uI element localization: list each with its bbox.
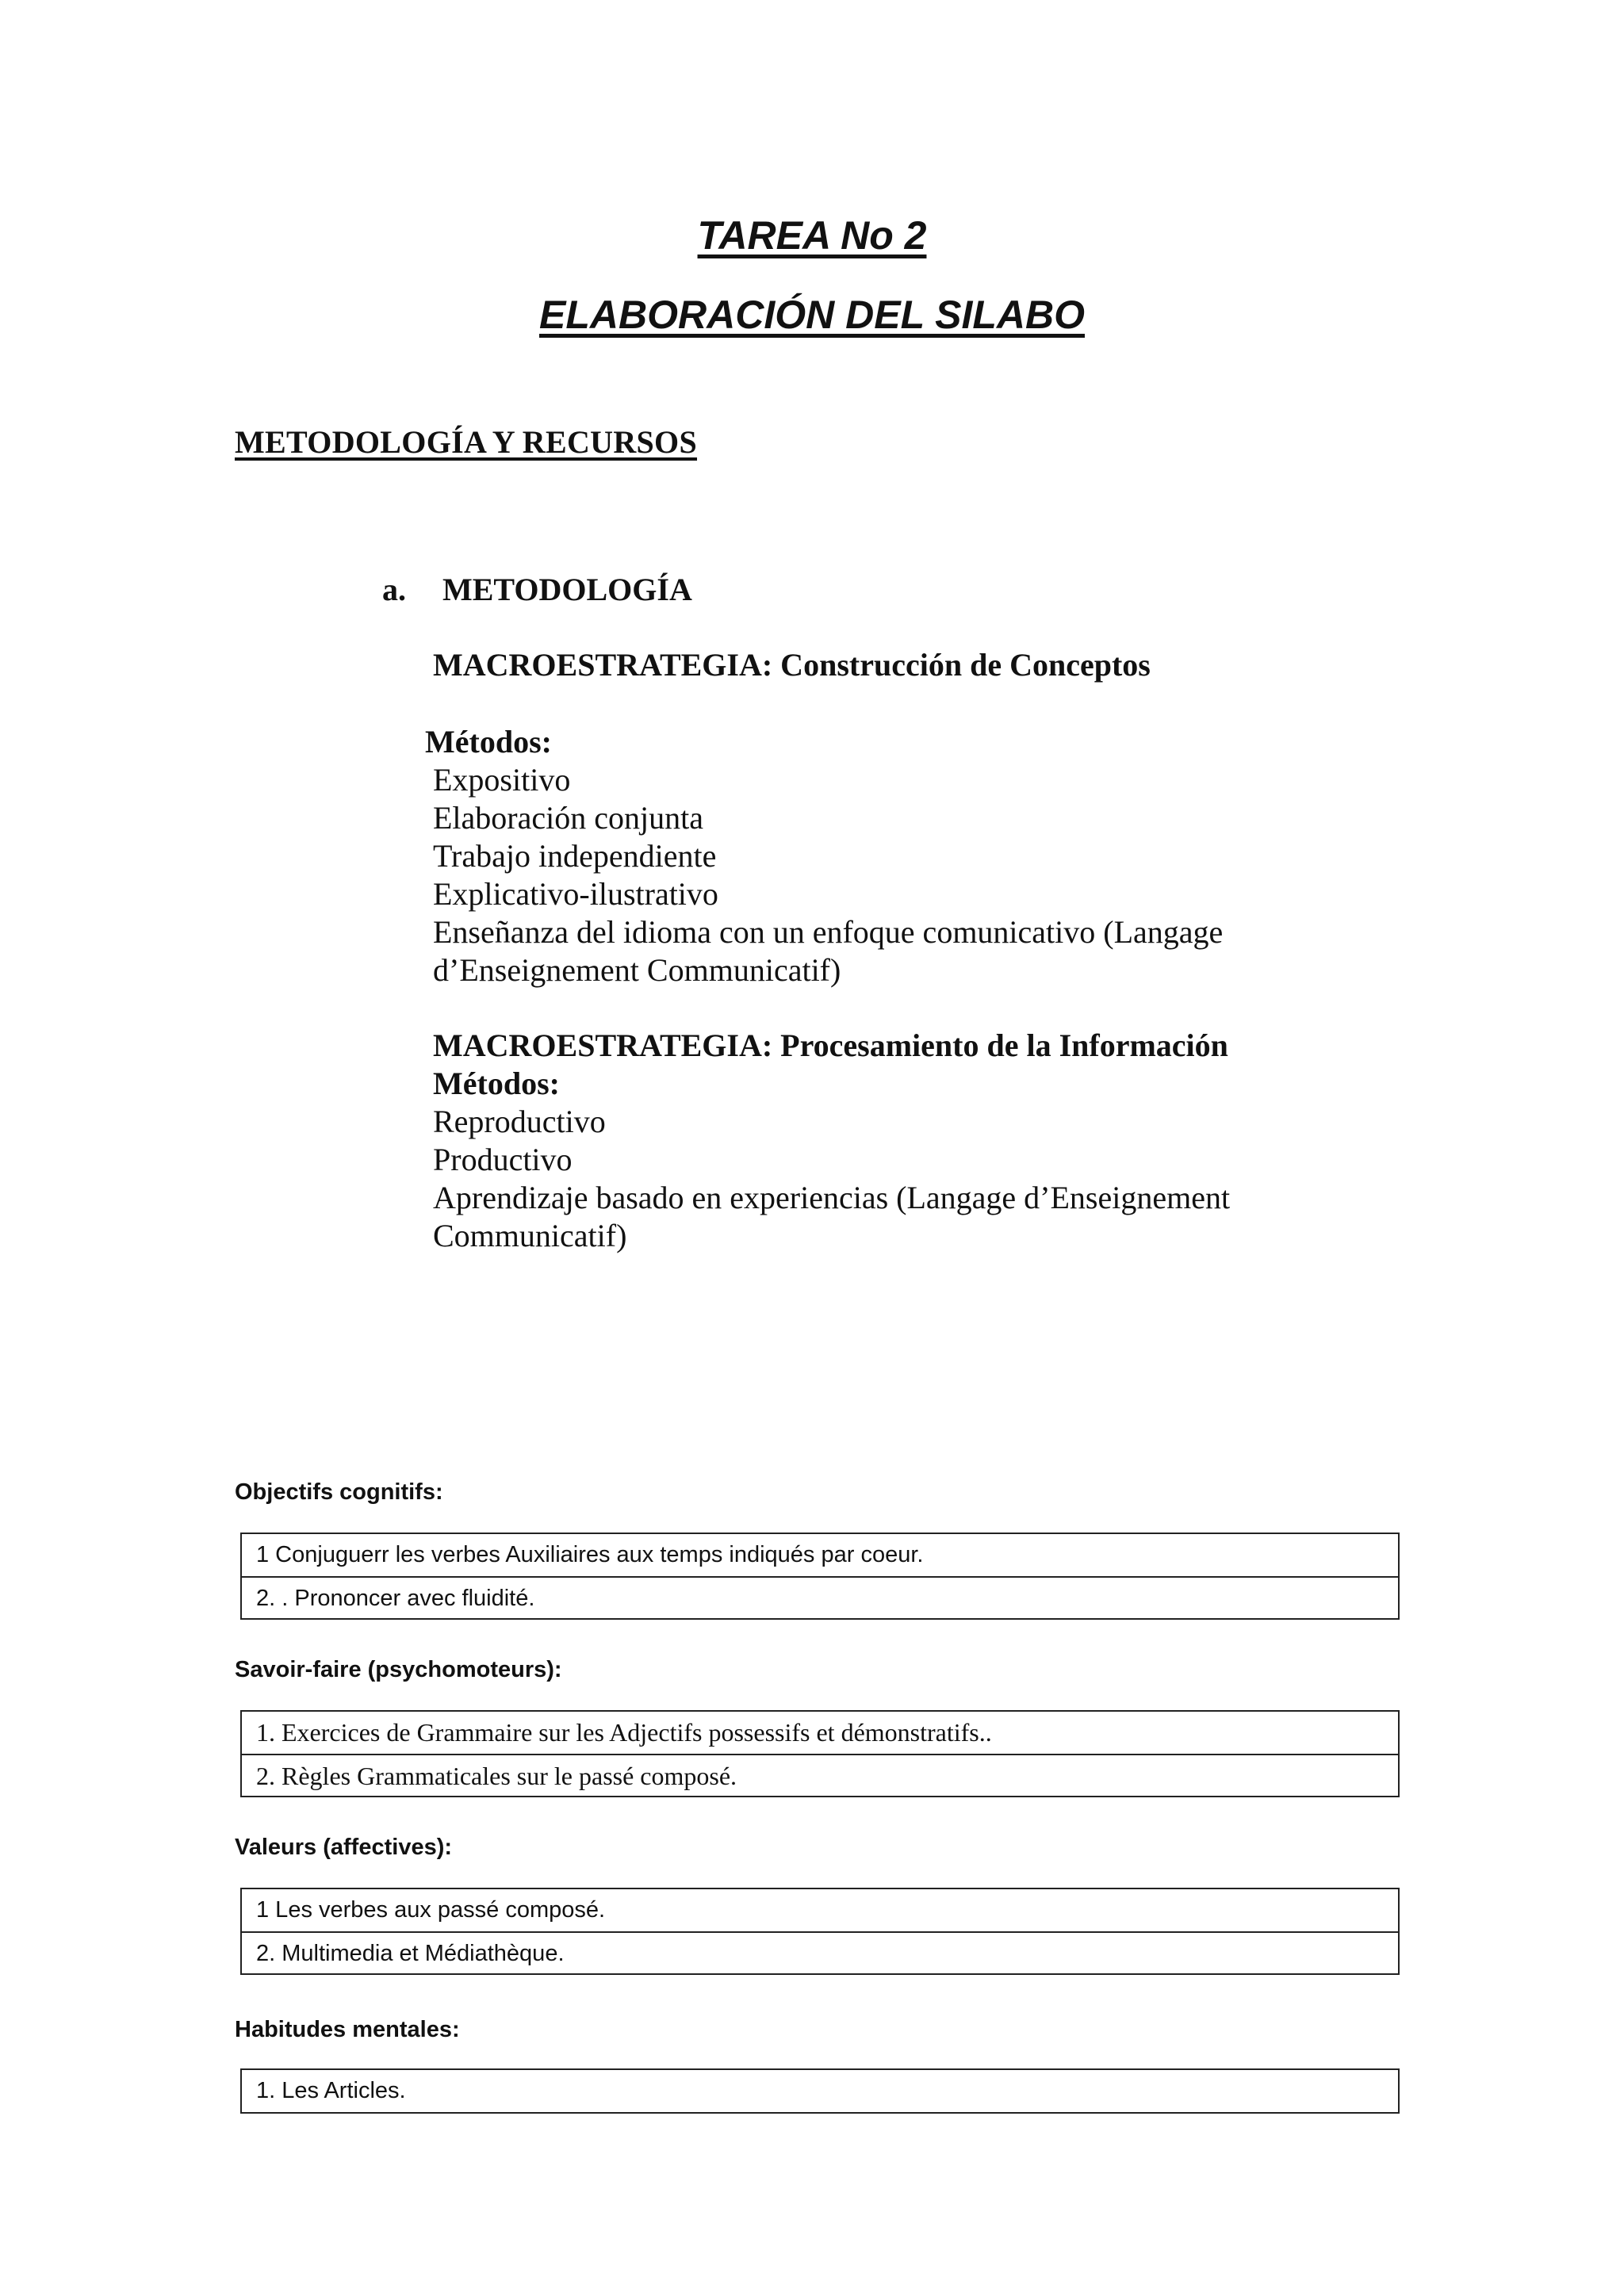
cognitive-objectives-table bbox=[240, 1533, 1400, 1620]
valeurs-table bbox=[240, 1888, 1400, 1975]
method-item: Trabajo independiente bbox=[433, 838, 717, 874]
methods-label-1: Métodos: bbox=[425, 724, 552, 760]
cognitive-objectives-label: Objectifs cognitifs: bbox=[235, 1479, 443, 1505]
document-title: TAREA No 2 bbox=[697, 213, 927, 258]
savoir-faire-label: Savoir-faire (psychomoteurs): bbox=[235, 1657, 562, 1682]
table-row: 1 Conjuguerr les verbes Auxiliaires aux temps indiqués par coeur. bbox=[256, 1542, 924, 1567]
list-marker: a. bbox=[382, 572, 406, 607]
savoir-faire-table bbox=[240, 1710, 1400, 1797]
table-row: 1. Exercices de Grammaire sur les Adjectifs possessifs et démonstratifs.. bbox=[256, 1718, 992, 1747]
method-item: Expositivo bbox=[433, 762, 571, 798]
table-row: 2. Règles Grammaticales sur le passé composé. bbox=[242, 1754, 1398, 1796]
methodology-heading: METODOLOGÍA bbox=[442, 572, 692, 607]
method-item: Productivo bbox=[433, 1142, 573, 1177]
habitudes-table bbox=[240, 2068, 1400, 2114]
method-item: Communicatif) bbox=[433, 1218, 627, 1253]
methods-label-2: Métodos: bbox=[433, 1066, 560, 1101]
valeurs-label: Valeurs (affectives): bbox=[235, 1835, 453, 1860]
method-item: Reproductivo bbox=[433, 1104, 606, 1139]
habitudes-label: Habitudes mentales: bbox=[235, 2017, 460, 2042]
macrostrategy-1-label: MACROESTRATEGIA: Construcción de Conceptos bbox=[433, 647, 1151, 683]
macrostrategy-2-label: MACROESTRATEGIA: Procesamiento de la Información bbox=[433, 1027, 1228, 1063]
method-item: Aprendizaje basado en experiencias (Langage d’Enseignement bbox=[433, 1180, 1231, 1215]
table-row: 1. Les Articles. bbox=[256, 2078, 406, 2103]
method-item: Elaboración conjunta bbox=[433, 800, 703, 836]
table-row: 2. Multimedia et Médiathèque. bbox=[242, 1931, 1398, 1973]
method-item: Enseñanza del idioma con un enfoque comunicativo (Langage bbox=[433, 914, 1224, 950]
method-item: Explicativo-ilustrativo bbox=[433, 876, 718, 912]
table-row: 1 Les verbes aux passé composé. bbox=[256, 1897, 606, 1923]
document-subtitle: ELABORACIÓN DEL SILABO bbox=[539, 293, 1085, 337]
method-item: d’Enseignement Communicatif) bbox=[433, 952, 841, 988]
table-row: 2. . Prononcer avec fluidité. bbox=[242, 1576, 1398, 1618]
section-heading: METODOLOGÍA Y RECURSOS bbox=[235, 424, 698, 460]
